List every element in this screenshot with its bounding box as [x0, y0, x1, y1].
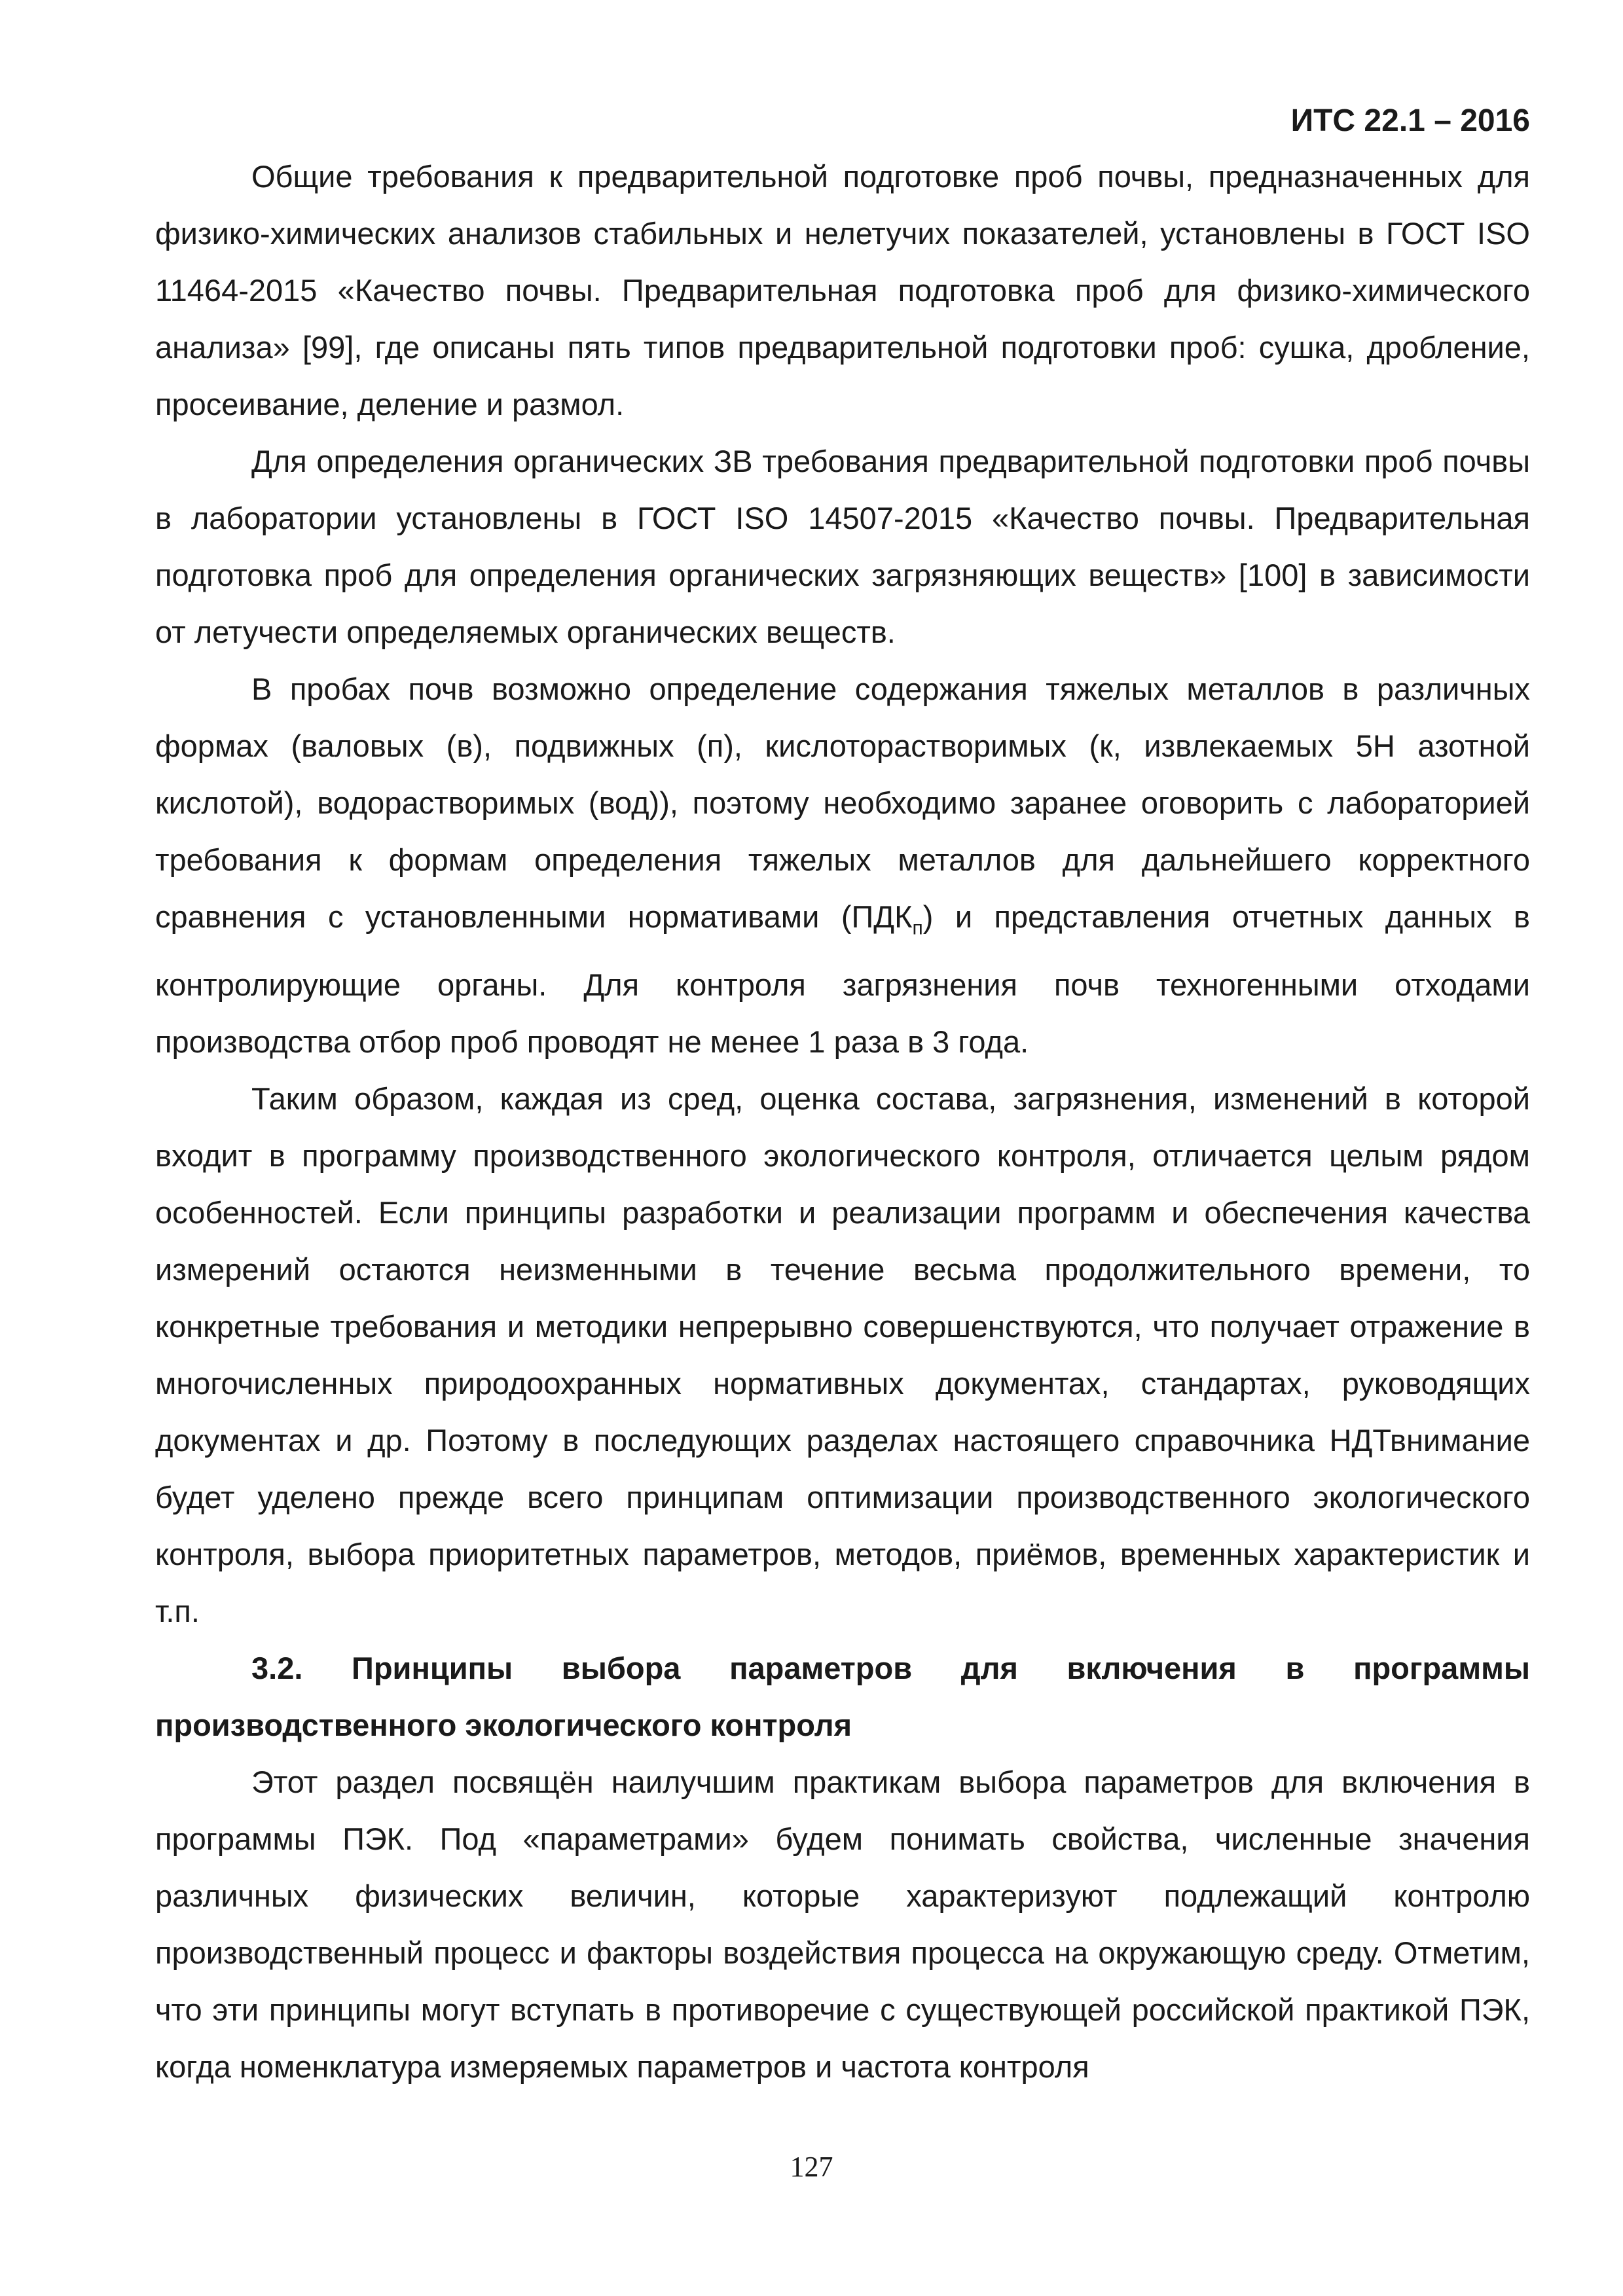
document-code-header: ИТС 22.1 – 2016	[1290, 103, 1530, 138]
section-heading-3-2: 3.2. Принципы выбора параметров для включения в программы производственного экологического контроля	[155, 1651, 1530, 1743]
paragraph-parameter-selection: Этот раздел посвящён наилучшим практикам выбора параметров для включения в программы ПЭК. Под «параметрами» будем понимать свойства, численные значения различных физических величин, которые характеризуют подлежащий контролю производственный процесс и факторы воздействия процесса на окружающую среду. Отметим, что эти принципы могут вступать в противоречие с существующей российской практикой ПЭК, когда номенклатура измеряемых параметров и частота контроля	[155, 1765, 1530, 2085]
paragraph-environment-features: Таким образом, каждая из сред, оценка состава, загрязнения, изменений в которой входит в программу производственного экологического контроля, отличается целым рядом особенностей. Если принципы разработки и реализации программ и обеспечения качества измерений остаются неизменными в течение весьма продолжительного времени, то конкретные требования и методики непрерывно совершенствуются, что получает отражение в многочисленных природоохранных нормативных документах, стандартах, руководящих документах и др. Поэтому в последующих разделах настоящего справочника НДТвнимание будет уделено прежде всего принципам оптимизации производственного экологического контроля, выбора приоритетных параметров, методов, приёмов, временных характеристик и т.п.	[155, 1081, 1530, 1629]
paragraph-heavy-metals	[155, 660, 1530, 1070]
heavy-metals-text-part-1: В пробах почв возможно определение содержания тяжелых металлов в различных формах (валовых (в), подвижных (п), кислоторастворимых (к, извлекаемых 5Н азотной кислотой), водорастворимых (вод)), поэтому необходимо заранее оговорить с лабораторией требования к формам определения тяжелых металлов для дальнейшего корректного сравнения с установленными нормативами (ПДК	[155, 672, 1530, 934]
page-body	[155, 148, 1530, 2095]
heavy-metals-text-part-2: ) и представления отчетных данных в контролирующие органы. Для контроля загрязнения почв техногенными отходами производства отбор проб проводят не менее 1 раза в 3 года.	[155, 899, 1530, 1060]
page-number: 127	[790, 2151, 833, 2183]
paragraph-organic-pollutants: Для определения органических ЗВ требования предварительной подготовки проб почвы в лаборатории установлены в ГОСТ ISO 14507-2015 «Качество почвы. Предварительная подготовка проб для определения органических загрязняющих веществ» [100] в зависимости от летучести определяемых органических веществ.	[155, 444, 1530, 649]
pdk-subscript: п	[912, 917, 923, 939]
paragraph-soil-sample-preparation: Общие требования к предварительной подготовке проб почвы, предназначенных для физико-химических анализов стабильных и нелетучих показателей, установлены в ГОСТ ISO 11464-2015 «Качество почвы. Предварительная подготовка проб для физико-химического анализа» [99], где описаны пять типов предварительной подготовки проб: сушка, дробление, просеивание, деление и размол.	[155, 159, 1530, 422]
